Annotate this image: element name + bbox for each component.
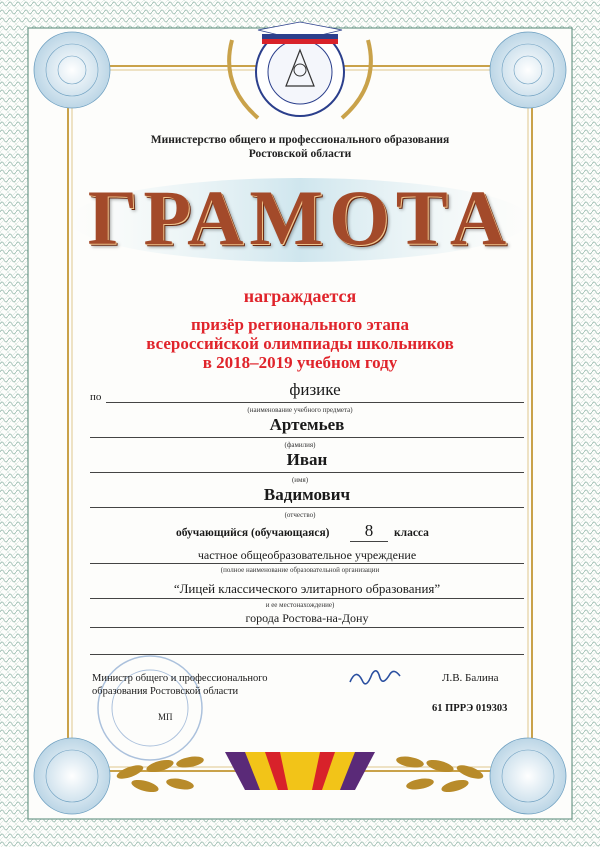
org-type-value: частное общеобразовательное учреждение: [197, 548, 417, 562]
org-name-value: “Лицей классического элитарного образования”: [173, 581, 441, 596]
location-caption: и ее местонахождение): [265, 601, 335, 609]
ministry-header: [100, 133, 500, 161]
surname-line: [90, 437, 524, 438]
grade-line: [350, 541, 388, 542]
corner-rosette-bottom-left: [34, 738, 110, 814]
grade-suffix: класса: [394, 527, 429, 539]
position-line-2: образования Ростовской области: [92, 686, 239, 697]
surname-value: Артемьев: [269, 415, 345, 434]
certificate-title: ГРАМОТА: [87, 174, 513, 261]
patronymic-caption: (отчество): [284, 511, 316, 519]
bottom-ribbon: [225, 752, 375, 790]
location-value: города Ростова-на-Дону: [245, 611, 369, 625]
corner-rosette-bottom-right: [490, 738, 566, 814]
ministry-line-2: Ростовской области: [248, 148, 352, 160]
subject-caption: (наименование учебного предмета): [247, 406, 353, 414]
name-value: Иван: [286, 450, 328, 469]
extra-line: [90, 654, 524, 655]
patronymic-line: [90, 507, 524, 508]
signatory-name: Л.В. Балина: [442, 672, 499, 684]
student-label: обучающийся (обучающаяся): [176, 527, 330, 539]
awarded-label: награждается: [243, 286, 357, 306]
serial-number: 61 ПРРЭ 019303: [432, 703, 508, 714]
prize-text: [80, 315, 520, 372]
stamp-mark: МП: [158, 712, 173, 722]
handwritten-signature: [350, 671, 400, 684]
name-line: [90, 472, 524, 473]
position-line-1: Министр общего и профессионального: [92, 673, 268, 684]
patronymic-value: Вадимович: [263, 485, 351, 504]
corner-rosette-top-right: [490, 32, 566, 108]
prize-line-3: в 2018–2019 учебном году: [202, 353, 398, 372]
signatory-position: [92, 672, 302, 698]
corner-rosette-top-left: [34, 32, 110, 108]
grade-value: 8: [364, 521, 374, 540]
org-caption: (полное наименование образовательной организации: [220, 566, 380, 574]
prize-line-1: призёр регионального этапа: [191, 315, 409, 334]
prize-line-2: всероссийской олимпиады школьников: [146, 334, 454, 353]
surname-caption: (фамилия): [284, 441, 316, 449]
org-type-line: [90, 563, 524, 564]
subject-value: физике: [289, 380, 341, 399]
location-line: [90, 627, 524, 628]
subject-line: [106, 402, 524, 403]
prefix-po: по: [90, 391, 102, 403]
ministry-line-1: Министерство общего и профессионального образования: [150, 134, 450, 146]
name-caption: (имя): [291, 476, 309, 484]
org-name-line: [90, 598, 524, 599]
